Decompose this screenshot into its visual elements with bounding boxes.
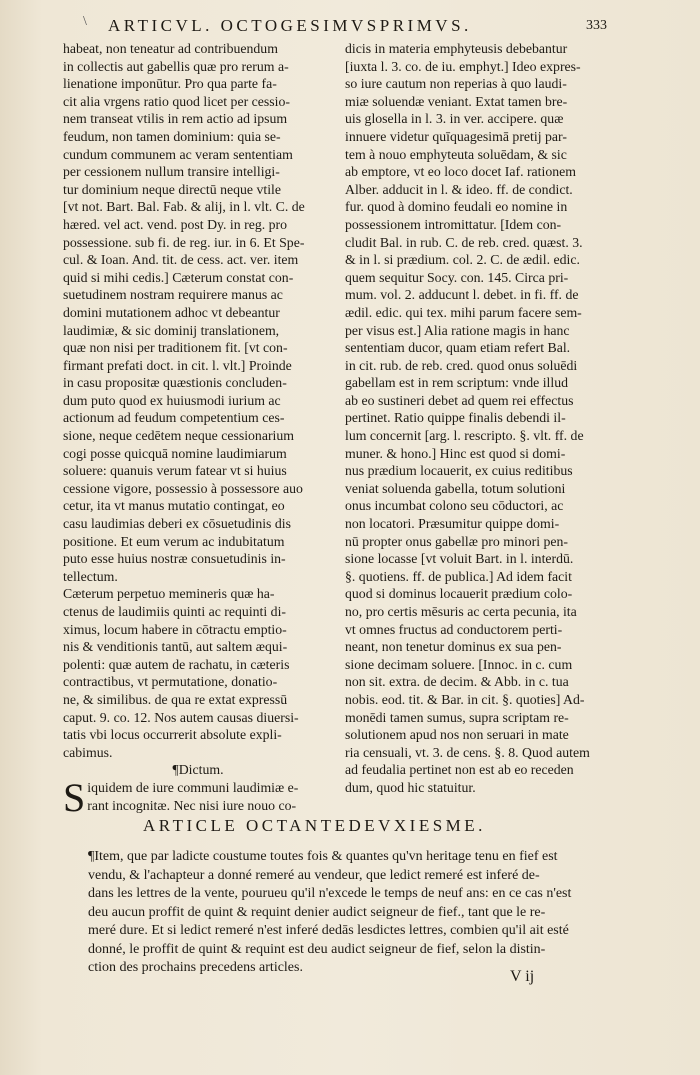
text-line: non sit. extra. de decim. & Abb. in c. tua	[345, 674, 569, 690]
text-line: iquidem de iure communi laudimiæ e-	[87, 779, 299, 795]
text-line: nis & venditionis tantū, aut saltem æqui-	[63, 639, 288, 655]
text-line: monēdi tamen sumus, supra scriptam re-	[345, 709, 569, 725]
text-line: polenti: quæ autem de rachatu, in cæteris	[63, 656, 290, 672]
text-line: in cit. rub. de reb. cred. quod onus soluēdi	[345, 357, 578, 373]
text-line: non locatori. Præsumitur quippe domi-	[345, 516, 560, 532]
text-line: possessionem intromittatur. [Idem con-	[345, 216, 562, 232]
text-line: laudimiæ, & sic dominij translationem,	[63, 322, 280, 338]
text-line: pertinet. Ratio quippe finalis debendi il-	[345, 410, 566, 426]
text-line: dicis in materia emphyteusis debebantur	[345, 41, 568, 56]
text-line: lienatione imponūtur. Pro qua parte fa-	[63, 76, 277, 92]
text-line: ædil. edic. qui tex. mihi parum facere sem-	[345, 304, 582, 320]
text-line: [vt not. Bart. Bal. Fab. & alij, in l. vlt. C. de	[63, 199, 305, 215]
text-line: lum concernit [arg. l. rescripto. §. vlt. ff. de	[345, 428, 584, 444]
text-line: quid si mihi cedis.] Cæterum constat con-	[63, 269, 294, 285]
text-line: neant, non tenetur dominus ex sua pen-	[345, 639, 562, 655]
text-line: nem transeat vtilis in rem actio ad ipsum	[63, 111, 288, 127]
text-line: caput. 9. co. 12. Nos autem causas diuersi-	[63, 709, 299, 725]
text-line: quæ non nisi per traditionem fit. [vt con-	[63, 340, 288, 356]
text-line: cit alia vrgens ratio quod licet per cessio-	[63, 93, 290, 109]
text-line: rant incognitæ. Nec nisi iure nouo co-	[87, 797, 297, 813]
text-line: cogi posse quicquā nomine laudimiarum	[63, 445, 287, 461]
text-line: positione. Et eum verum ac indubitatum	[63, 533, 285, 549]
text-line: ad feudalia pertinet non est ab eo receden	[345, 762, 574, 778]
text-line: per cessionem nullum transire intelligi-	[63, 164, 280, 180]
text-line: hæred. vel act. vend. post Dy. in reg. pro	[63, 216, 288, 232]
article-heading: ARTICLE OCTANTEDEVXIESME.	[143, 816, 486, 835]
text-line: fur. quod à domino feudali eo nomine in	[345, 199, 568, 215]
text-line: habeat, non teneatur ad contribuendum	[63, 41, 278, 56]
right-column	[345, 40, 613, 797]
text-line: contractibus, vt permutatione, donatio-	[63, 674, 278, 690]
text-line: ximus, locum habere in cōtractu emptio-	[63, 621, 287, 637]
french-paragraph	[88, 848, 608, 978]
text-line: mum. vol. 2. adducunt l. debet. in fi. ff. de	[345, 287, 579, 303]
text-line: ctenus de laudimiis quinti ac requinti di-	[63, 604, 287, 619]
text-line: sione locasse [vt voluit Bart. in l. interdū.	[345, 551, 574, 567]
text-line: vendu, & l'achapteur a donné remeré au vendeur, que ledict remeré est inferé de-	[88, 867, 540, 883]
text-line: & in l. si prædium. col. 2. C. de ædil. edic.	[345, 252, 580, 268]
text-line: tellectum.	[63, 568, 118, 584]
text-line: Alber. adducit in l. & ideo. ff. de condict.	[345, 181, 573, 197]
text-line: no, pro certis mēsuris ac certa pecunia, ita	[345, 604, 577, 619]
text-line: suetudinem nostram requirere manus ac	[63, 287, 283, 303]
text-line: gabellam est in rem scriptum: vnde illud	[345, 375, 569, 391]
text-line: uis glosella in l. 3. in ver. accipere. quæ	[345, 111, 564, 127]
text-line: casu laudimias deberi ex cōsuetudinis dis	[63, 516, 291, 532]
text-line: possessione. sub fi. de reg. iur. in 6. Et Spe-	[63, 234, 305, 250]
text-line: dans les lettres de la vente, pourueu qu'il n'excede le temps de neuf ans: en ce cas n'est	[88, 886, 572, 901]
left-column	[63, 40, 333, 820]
text-line: Cæterum perpetuo memineris quæ ha-	[63, 586, 275, 602]
text-line: tem à nouo emphyteuta soluēdam, & sic	[345, 146, 567, 162]
text-line: ria censuali, vt. 3. de cens. §. 8. Quod autem	[345, 744, 590, 760]
text-line: vt omnes fructus ad conductorem perti-	[345, 621, 563, 637]
dropcap-paragraph	[63, 774, 333, 820]
text-line: cludit Bal. in rub. C. de reb. cred. quæst. 3.	[345, 234, 583, 250]
text-line: ne, & similibus. de qua re extat expressū	[63, 691, 288, 707]
text-line: veniat soluenda gabella, totum solutioni	[345, 480, 566, 496]
text-line: quod si dominus locauerit prædium colo-	[345, 586, 573, 602]
text-line: actionum ad feudum competentium ces-	[63, 410, 285, 426]
running-title: ARTICVL. OCTOGESIMVSPRIMVS.	[108, 16, 472, 35]
text-line: cessione vigore, possessio à possessore auo	[63, 480, 303, 496]
text-line: per visus est.] Alia ratione magis in hanc	[345, 322, 570, 338]
text-line: tur dominium neque directū neque vtile	[63, 181, 282, 197]
text-line: quem sequitur Socy. con. 145. Circa pri-	[345, 269, 569, 285]
text-line: cetur, ita vt manus mutatio contingat, eo	[63, 498, 285, 514]
text-line: soluere: quanuis verum fatear vt si huius	[63, 463, 287, 479]
text-line: in collectis aut gabellis quæ pro rerum a-	[63, 58, 289, 74]
text-line: dum, quod hic statuitur.	[345, 779, 476, 795]
text-line: nobis. eod. tit. & Bar. in cit. §. quoties] Ad-	[345, 691, 585, 707]
text-line: solutionem apud nos non seruari in mate	[345, 727, 569, 743]
page-number: 333	[586, 18, 607, 33]
text-line: cul. & Ioan. And. tit. de cess. act. ver. item	[63, 252, 299, 268]
text-line: deu aucun proffit de quint & requint denier audict seigneur de fief., tant que le re-	[88, 904, 546, 920]
text-line: cabimus.	[63, 744, 113, 760]
text-line: in casu propositæ quæstionis concluden-	[63, 375, 287, 391]
signature-mark: V ij	[510, 968, 535, 985]
text-line: ab emptore, vt eo loco docet Iaf. rationem	[345, 164, 577, 180]
text-line: §. quotiens. ff. de publica.] Ad idem facit	[345, 568, 572, 584]
text-line: ab eo sustineri debet ad quem rei effectus	[345, 392, 574, 408]
text-line: sione, neque cedētem neque cessionarium	[63, 428, 295, 444]
text-line: cundum communem ac veram sententiam	[63, 146, 293, 162]
text-line: firmant prefati doct. in cit. l. vlt.] Proinde	[63, 357, 292, 373]
text-line: onus incumbat colono seu cōductori, ac	[345, 498, 564, 514]
text-line: ction des prochains precedens articles.	[88, 960, 303, 975]
text-line: sione decimam soluere. [Innoc. in c. cum	[345, 656, 573, 672]
text-line: [iuxta l. 3. co. de iu. emphyt.] Ideo expres-	[345, 58, 581, 74]
text-line: sententiam ducor, quam etiam refert Bal.	[345, 340, 571, 356]
drop-cap: S	[63, 774, 86, 820]
text-line: donné, le proffit de quint & requint est deu audict seigneur de fief, selon la distin-	[88, 941, 546, 957]
text-line: feudum, non tamen dominium: quia se-	[63, 128, 281, 144]
text-line: puto esse huius nostræ consuetudinis in-	[63, 551, 286, 567]
text-line: nū propter onus gabellæ pro minori pen-	[345, 533, 569, 549]
text-line: so iure cautum non reperias à quo laudi-	[345, 76, 567, 92]
text-line: muner. & hono.] Hinc est quod si domi-	[345, 445, 566, 461]
text-line: dum puto quod ex huiusmodi iurium ac	[63, 392, 281, 408]
text-line: miæ soluendæ veniant. Extat tamen bre-	[345, 93, 568, 109]
text-line: domini mutationem adhoc vt debeantur	[63, 304, 280, 320]
text-line: nus prædium locauerit, ex cuius reditibus	[345, 463, 573, 479]
text-line: innuere videtur quīquagesimā pretij par-	[345, 128, 567, 144]
margin-mark: \	[83, 14, 87, 29]
text-line: ¶Item, que par ladicte coustume toutes fois & quantes qu'vn heritage tenu en fief est	[88, 849, 558, 864]
text-line: tatis vbi locus occurrerit absolute expli-	[63, 727, 282, 743]
text-line: meré dure. Et si ledict remeré n'est inferé dedās lesdictes lettres, combien qu'il ait esté	[88, 923, 569, 938]
section-heading: ¶Dictum.	[172, 762, 224, 778]
